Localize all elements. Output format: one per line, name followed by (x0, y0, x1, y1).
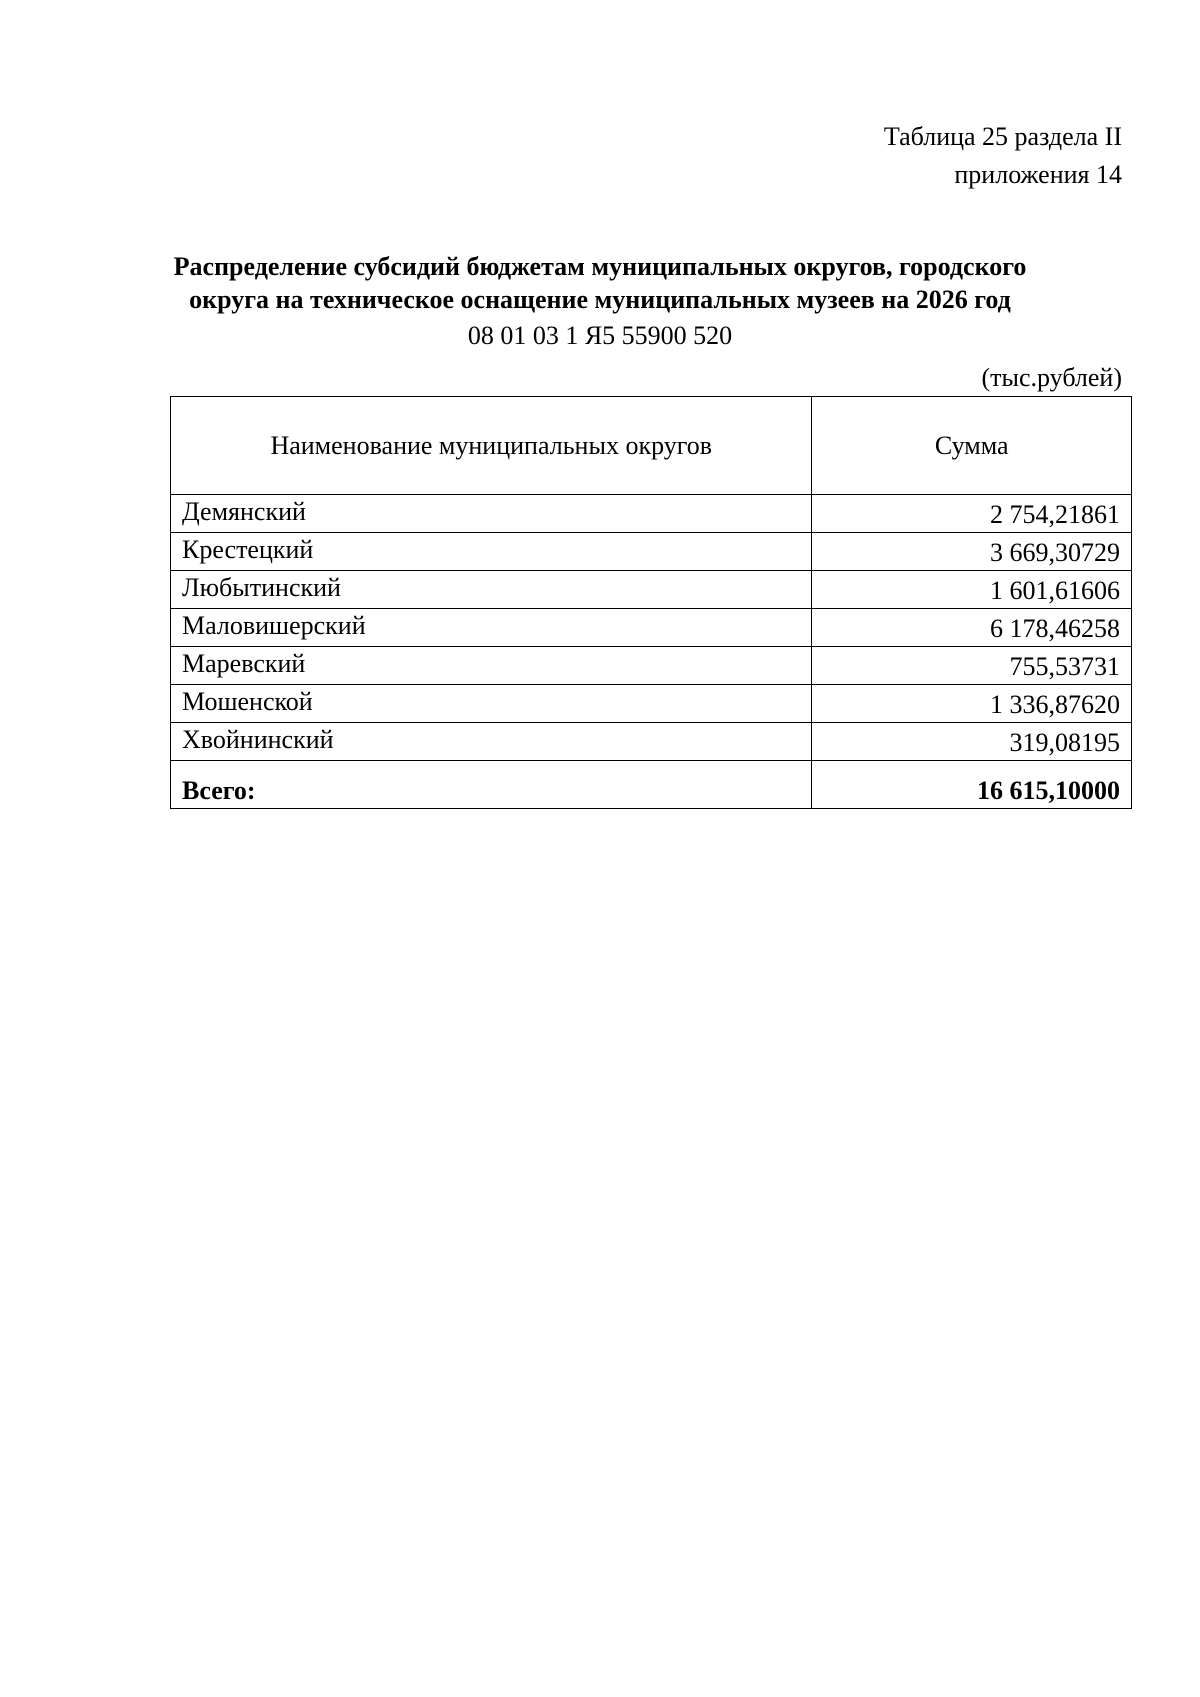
district-name-cell: Демянский (171, 495, 812, 533)
district-name-cell: Маревский (171, 647, 812, 685)
table-row (171, 685, 1132, 723)
sum-cell: 6 178,46258 (812, 609, 1132, 647)
district-name-cell: Хвойнинский (171, 723, 812, 761)
total-label-cell: Всего: (171, 761, 812, 809)
district-name-cell: Мошенской (171, 685, 812, 723)
subsidy-table (170, 396, 1132, 809)
budget-classification-code: 08 01 03 1 Я5 55900 520 (467, 321, 733, 350)
district-name-cell: Любытинский (171, 571, 812, 609)
sum-cell: 755,53731 (812, 647, 1132, 685)
district-name-cell: Маловишерский (171, 609, 812, 647)
table-row (171, 609, 1132, 647)
document-title-block (150, 250, 1050, 354)
table-row (171, 571, 1132, 609)
units-label: (тыс.рублей) (981, 363, 1122, 392)
total-row (171, 761, 1132, 809)
column-header-sum: Сумма (812, 397, 1132, 495)
table-header-row (171, 397, 1132, 495)
column-header-name: Наименование муниципальных округов (171, 397, 812, 495)
total-sum-cell: 16 615,10000 (812, 761, 1132, 809)
table-row (171, 533, 1132, 571)
reference-line-table-section: Таблица 25 раздела II (883, 122, 1122, 151)
table-reference (884, 118, 1122, 194)
district-name-cell: Крестецкий (171, 533, 812, 571)
sum-cell: 2 754,21861 (812, 495, 1132, 533)
sum-cell: 3 669,30729 (812, 533, 1132, 571)
table-row (171, 495, 1132, 533)
sum-cell: 1 336,87620 (812, 685, 1132, 723)
document-title-line-2: округа на техническое оснащение муниципальных музеев на 2026 год (189, 285, 1011, 314)
sum-cell: 319,08195 (812, 723, 1132, 761)
table-row (171, 647, 1132, 685)
table-row (171, 723, 1132, 761)
sum-cell: 1 601,61606 (812, 571, 1132, 609)
document-title-line-1: Распределение субсидий бюджетам муниципальных округов, городского (173, 252, 1027, 281)
reference-line-appendix: приложения 14 (954, 160, 1122, 189)
